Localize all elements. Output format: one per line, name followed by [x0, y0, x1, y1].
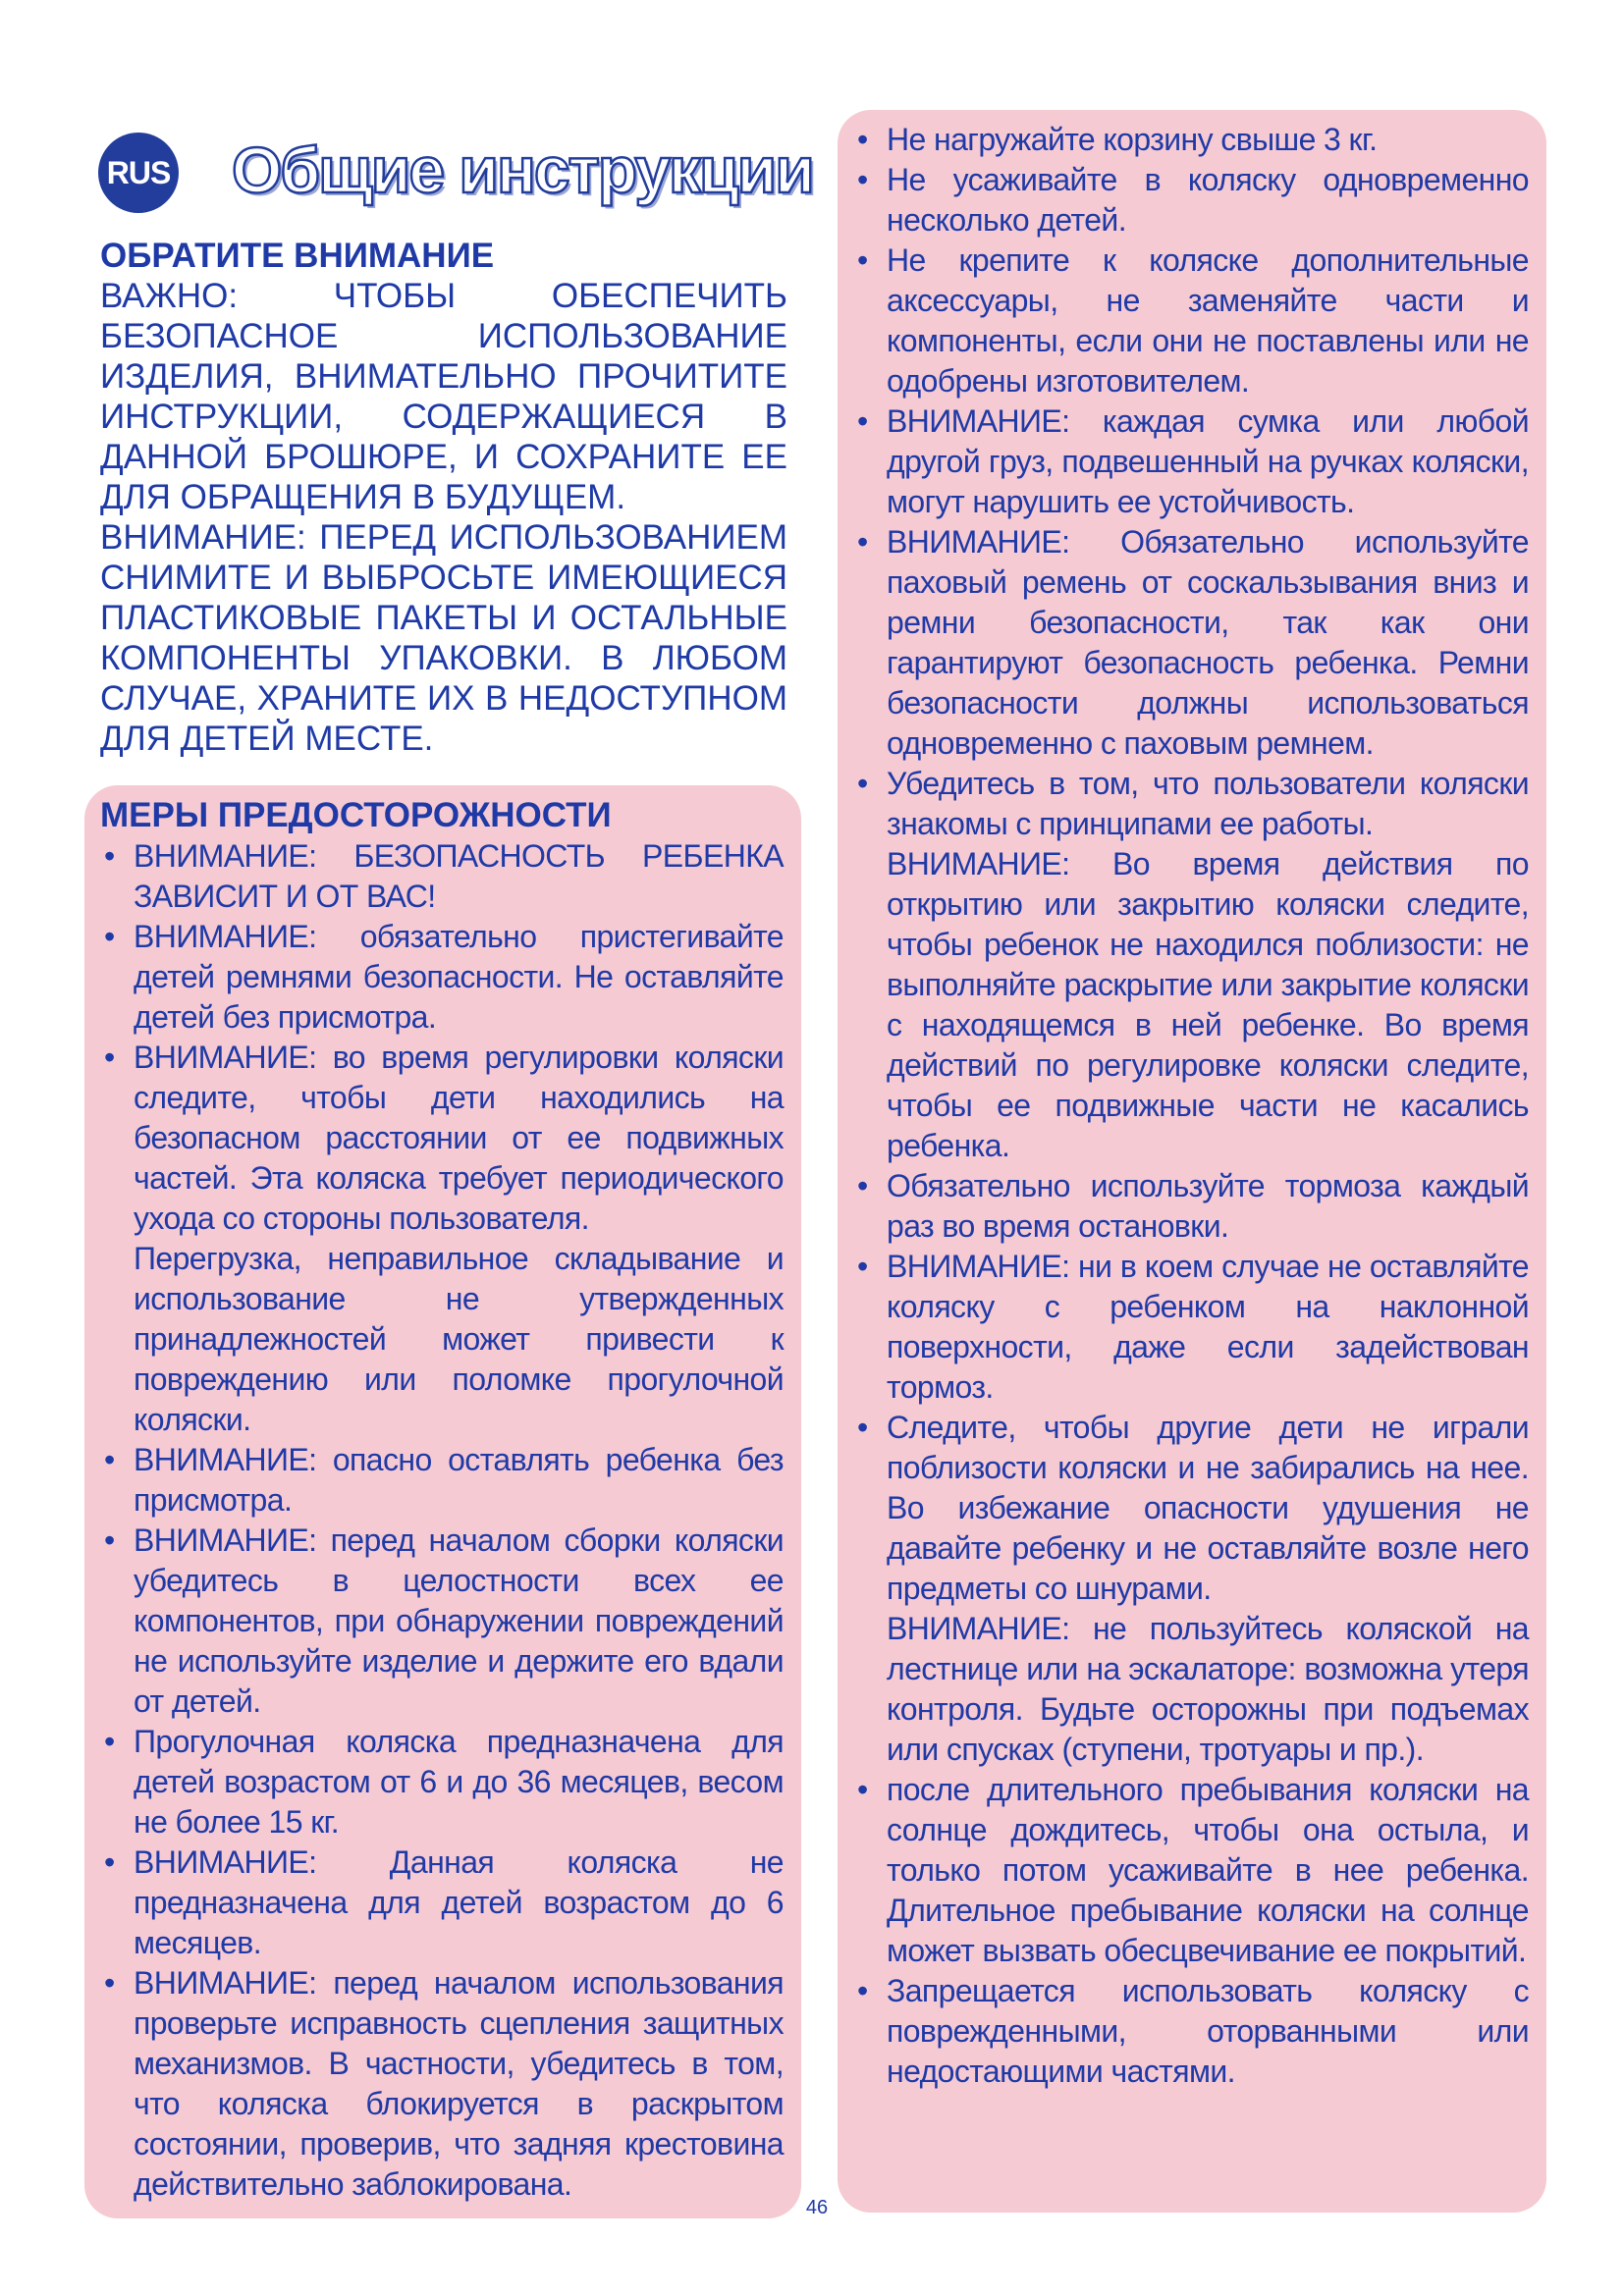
intro-heading: ОБРАТИТЕ ВНИМАНИЕ: [100, 237, 495, 275]
page-title: Общие инструкции: [232, 133, 813, 206]
list-item: • ВНИМАНИЕ: Данная коляска не предназначена для детей возрастом до 6 месяцев.: [100, 1842, 784, 1963]
list-item: • Запрещается использовать коляску с поврежденными, оторванными или недостающими частями.: [853, 1971, 1529, 2092]
precautions-heading: МЕРЫ ПРЕДОСТОРОЖНОСТИ: [100, 796, 612, 834]
precautions-panel: [84, 785, 801, 2218]
precautions-list: [100, 836, 784, 2205]
language-badge: RUS: [98, 133, 179, 213]
list-item: • ВНИМАНИЕ: во время регулировки коляски следите, чтобы дети находились на безопасном расстоянии от ее подвижных частей. Эта коляска требует периодического ухода со стороны пользователя.: [100, 1038, 784, 1239]
list-item: • Обязательно используйте тормоза каждый раз во время остановки.: [853, 1166, 1529, 1247]
list-item: • ВНИМАНИЕ: перед началом сборки коляски убедитесь в целостности всех ее компонентов, при обнаружении повреждений не используйте изделие и держите его вдали от детей.: [100, 1521, 784, 1722]
list-item: • ВНИМАНИЕ: каждая сумка или любой другой груз, подвешенный на ручках коляски, могут нарушить ее устойчивость.: [853, 401, 1529, 522]
list-item: • Прогулочная коляска предназначена для детей возрастом от 6 и до 36 месяцев, весом не более 15 кг.: [100, 1722, 784, 1842]
list-item: ВНИМАНИЕ: Во время действия по открытию или закрытию коляски следите, чтобы ребенок не находился поблизости: не выполняйте раскрытие или закрытие коляски с находящемся в ней ребенке. Во время действий по регулировке коляски следите, чтобы ее подвижные части не касались ребенка.: [887, 846, 1529, 1163]
page-number: 46: [805, 2197, 829, 2218]
list-item: • ВНИМАНИЕ: обязательно пристегивайте детей ремнями безопасности. Не оставляйте детей без присмотра.: [100, 917, 784, 1038]
list-item: • Не нагружайте корзину свыше 3 кг.: [853, 120, 1529, 160]
right-precautions-panel: [838, 110, 1546, 2213]
list-item: • Не крепите к коляске дополнительные аксессуары, не заменяйте части и компоненты, если они не поставлены или не одобрены изготовителем.: [853, 240, 1529, 401]
intro-section: [100, 236, 787, 759]
right-precautions-list: [853, 120, 1529, 2092]
list-item: ВНИМАНИЕ: не пользуйтесь коляской на лестнице или на эскалаторе: возможна утеря контроля. Будьте осторожны при подъемах или спусках (ступени, тротуары и пр.).: [887, 1611, 1529, 1767]
intro-important: ВАЖНО: ЧТОБЫ ОБЕСПЕЧИТЬ БЕЗОПАСНОЕ ИСПОЛЬЗОВАНИЕ ИЗДЕЛИЯ, ВНИМАТЕЛЬНО ПРОЧИТИТЕ ИНСТРУКЦИИ, СОДЕРЖАЩИЕСЯ В ДАННОЙ БРОШЮРЕ, И СОХРАНИТЕ ЕЕ ДЛЯ ОБРАЩЕНИЯ В БУДУЩЕМ.: [100, 277, 787, 516]
list-item: • Следите, чтобы другие дети не играли поблизости коляски и не забирались на нее. Во избежание опасности удушения не давайте ребенку и не оставляйте возле него предметы со шнурами.: [853, 1408, 1529, 1609]
list-item: • ВНИМАНИЕ: перед началом использования проверьте исправность сцепления защитных механизмов. В частности, убедитесь в том, что коляска блокируется в раскрытом состоянии, проверив, что задняя крестовина действительно заблокирована.: [100, 1963, 784, 2205]
list-item: • после длительного пребывания коляски на солнце дождитесь, чтобы она остыла, и только потом усаживайте в нее ребенка. Длительное пребывание коляски на солнце может вызвать обесцвечивание ее покрытий.: [853, 1770, 1529, 1971]
list-item: • ВНИМАНИЕ: опасно оставлять ребенка без присмотра.: [100, 1440, 784, 1521]
list-item: Перегрузка, неправильное складывание и использование не утвержденных принадлежностей может привести к повреждению или поломке прогулочной коляски.: [134, 1241, 784, 1437]
list-item: • ВНИМАНИЕ: БЕЗОПАСНОСТЬ РЕБЕНКА ЗАВИСИТ И ОТ ВАС!: [100, 836, 784, 917]
list-item: • Не усаживайте в коляску одновременно несколько детей.: [853, 160, 1529, 240]
list-item: • ВНИМАНИЕ: Обязательно используйте паховый ремень от соскальзывания вниз и ремни безопасности, так как они гарантируют безопасность ребенка. Ремни безопасности должны использоваться одновременно с паховым ремнем.: [853, 522, 1529, 764]
list-item: • Убедитесь в том, что пользователи коляски знакомы с принципами ее работы.: [853, 764, 1529, 844]
list-item: • ВНИМАНИЕ: ни в коем случае не оставляйте коляску с ребенком на наклонной поверхности, даже если задействован тормоз.: [853, 1247, 1529, 1408]
intro-warning: ВНИМАНИЕ: ПЕРЕД ИСПОЛЬЗОВАНИЕМ СНИМИТЕ И ВЫБРОСЬТЕ ИМЕЮЩИЕСЯ ПЛАСТИКОВЫЕ ПАКЕТЫ И ОСТАЛЬНЫЕ КОМПОНЕНТЫ УПАКОВКИ. В ЛЮБОМ СЛУЧАЕ, ХРАНИТЕ ИХ В НЕДОСТУПНОМ ДЛЯ ДЕТЕЙ МЕСТЕ.: [100, 518, 787, 758]
